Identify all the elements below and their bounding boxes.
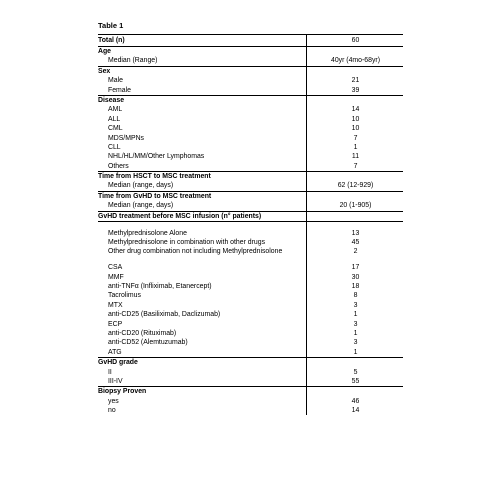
table-row [98, 181, 403, 191]
row-value: 30 [306, 273, 404, 282]
table-row [98, 273, 403, 282]
row-value: 10 [306, 124, 404, 133]
row-label: Methylprednisolone Alone [108, 229, 187, 237]
row-value: 55 [306, 377, 404, 386]
row-value: 21 [306, 76, 404, 85]
table-section-row [98, 212, 403, 222]
section-heading: Total (n) [98, 37, 125, 44]
row-label: Median (Range) [108, 57, 158, 65]
row-label: ATG [108, 348, 122, 356]
row-label: anti-CD52 (Alemtuzumab) [108, 339, 188, 347]
row-value: 3 [306, 320, 404, 329]
row-label: CLL [108, 143, 121, 151]
row-label: MTX [108, 301, 123, 309]
row-label: ECP [108, 320, 123, 328]
table-row [98, 282, 403, 291]
row-label: anti-CD20 (Rituximab) [108, 329, 177, 337]
table-row [98, 291, 403, 300]
table-row [98, 301, 403, 310]
row-value: 8 [306, 291, 404, 300]
patient-characteristics-table [98, 34, 403, 415]
row-value [306, 172, 404, 181]
row-label: MDS/MPNs [108, 134, 144, 142]
row-label: MMF [108, 273, 124, 281]
section-heading: Disease [98, 96, 125, 104]
row-label: Median (range, days) [108, 182, 174, 190]
row-value: 39 [306, 86, 404, 95]
table-row [98, 377, 403, 387]
row-label: NHL/HL/MM/Other Lymphomas [108, 153, 205, 161]
section-heading: Time from GvHD to MSC treatment [98, 192, 212, 200]
row-value: 3 [306, 338, 404, 347]
table-section-row [98, 35, 403, 47]
table-row [98, 115, 403, 124]
row-value: 45 [306, 238, 404, 247]
row-label: Other drug combination not including Methylprednisolone [108, 248, 283, 256]
section-heading: GvHD grade [98, 359, 138, 367]
row-value: 46 [306, 397, 404, 406]
row-label: ALL [108, 115, 121, 123]
row-label: Female [108, 86, 131, 94]
table-row [98, 247, 403, 256]
row-value: 11 [306, 152, 404, 161]
table-row [98, 329, 403, 338]
row-value [306, 358, 404, 367]
row-value: 13 [306, 229, 404, 238]
row-value: 40yr (4mo-68yr) [306, 56, 404, 65]
section-heading: Biopsy Proven [98, 388, 147, 396]
row-label: Median (range, days) [108, 202, 174, 210]
row-label: CML [108, 125, 123, 133]
row-value: 20 (1-905) [306, 201, 404, 210]
table-row [98, 229, 403, 238]
row-value [306, 96, 404, 105]
row-value: 1 [306, 310, 404, 319]
row-value [306, 212, 404, 221]
row-value: 5 [306, 368, 404, 377]
row-label: III-IV [108, 377, 123, 385]
table-row [98, 320, 403, 329]
table-row [98, 56, 403, 66]
section-heading: Time from HSCT to MSC treatment [98, 173, 211, 181]
row-label: anti-CD25 (Basiliximab, Daclizumab) [108, 311, 221, 319]
row-value [306, 47, 404, 56]
table-row [98, 201, 403, 211]
table-row [98, 76, 403, 85]
row-label: II [108, 368, 112, 376]
table-section-row [98, 358, 403, 367]
table-section-row [98, 387, 403, 396]
row-value: 14 [306, 406, 404, 415]
table-row [98, 105, 403, 114]
row-label: Male [108, 77, 123, 85]
row-value [306, 67, 404, 76]
table-row [98, 162, 403, 172]
section-heading: Age [98, 48, 112, 55]
table-section-row [98, 172, 403, 181]
row-value: 10 [306, 115, 404, 124]
row-label: no [108, 407, 116, 415]
table-row [98, 348, 403, 358]
table-row [98, 263, 403, 272]
table-section-row [98, 67, 403, 76]
row-label: anti-TNFα (Infliximab, Etanercept) [108, 282, 212, 290]
table-row [98, 152, 403, 161]
row-value: 18 [306, 282, 404, 291]
row-value: 7 [306, 134, 404, 143]
row-value: 2 [306, 247, 404, 256]
table-row [98, 338, 403, 347]
table-row [98, 368, 403, 377]
row-value: 1 [306, 348, 404, 357]
table-row [98, 406, 403, 415]
table-section-row [98, 47, 403, 56]
table-row [98, 143, 403, 152]
row-value: 3 [306, 301, 404, 310]
row-label: Methylprednisolone in combination with other drugs [108, 238, 266, 246]
row-label: AML [108, 106, 123, 114]
row-label: Others [108, 162, 129, 170]
table-section-row [98, 192, 403, 201]
row-value: 7 [306, 162, 404, 171]
table-section-row [98, 96, 403, 105]
table-caption: Table 1 [98, 21, 124, 30]
row-value: 1 [306, 143, 404, 152]
row-value: 14 [306, 105, 404, 114]
row-label: Tacrolimus [108, 292, 141, 300]
row-value: 17 [306, 263, 404, 272]
row-value [306, 387, 404, 396]
table-row [98, 238, 403, 247]
section-heading: GvHD treatment before MSC infusion (n° patients) [98, 212, 262, 220]
row-value [306, 192, 404, 201]
section-heading: Sex [98, 67, 111, 75]
table-row [98, 310, 403, 319]
table-row [98, 397, 403, 406]
table-row [98, 86, 403, 96]
table-row [98, 134, 403, 143]
row-value: 1 [306, 329, 404, 338]
row-value: 62 (12-929) [306, 181, 404, 190]
row-value: 60 [306, 35, 404, 46]
table-row [98, 124, 403, 133]
row-label: CSA [108, 264, 123, 272]
row-label: yes [108, 397, 119, 405]
